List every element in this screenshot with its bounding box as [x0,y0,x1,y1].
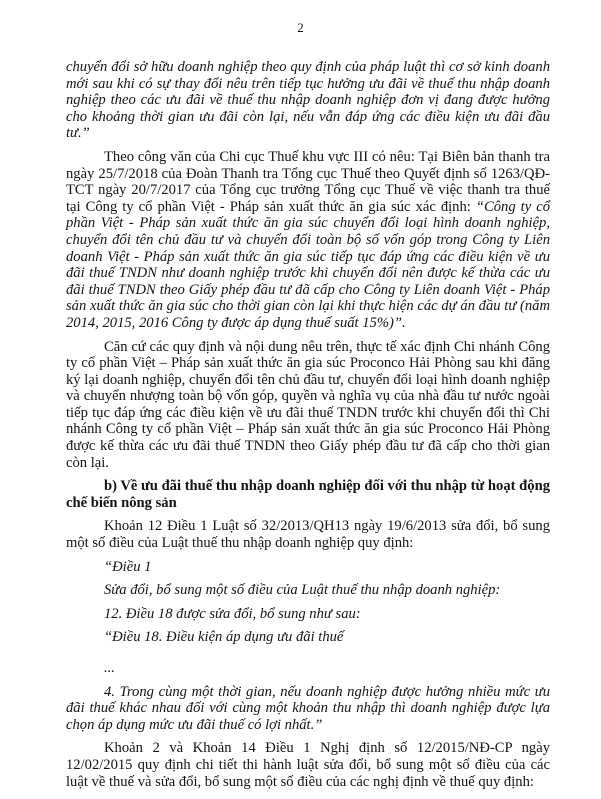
section-heading-b: b) Về ưu đãi thuế thu nhập doanh nghiệp đối với thu nhập từ hoạt động chế biến nông sản [66,478,550,511]
page-number: 2 [297,20,304,35]
quote-line-amendment: Sửa đổi, bổ sung một số điều của Luật thuế thu nhập doanh nghiệp: [104,582,501,599]
paragraph-conclusion: Căn cứ các quy định và nội dung nêu trên, thực tế xác định Chi nhánh Công ty cổ phần Việt – Pháp sản xuất thức ăn gia súc Proconco Hải Phòng sau khi đăng ký lại doanh nghiệp, chuyển đổi tên chủ đầu tư, chuyển đổi loại hình doanh nghiệp và chuyển nhượng toàn bộ vốn góp, quyền và nghĩa vụ của nhà đầu tư nước ngoài tiếp tục đáp ứng các điều kiện về ưu đãi thuế TNDN trước khi chuyển đổi thì Chi nhánh Công ty cổ phần Việt – Pháp sản xuất thức ăn gia súc Proconco Hải Phòng được kế thừa các ưu đãi thuế TNDN theo Giấy phép đầu tư đã cấp cho thời gian còn lại. [66,338,550,471]
quote-line-article-18-title: “Điều 18. Điều kiện áp dụng ưu đãi thuế [104,629,344,646]
document-body [66,59,550,790]
paragraph-inspection-finding [66,149,550,332]
paragraph-lead-text: Theo công văn của Chi cục Thuế khu vực III có nêu: Tại Biên bản thanh tra ngày 25/7/2018 của Đoàn Thanh tra Tổng cục Thuế theo Quyết định số 1263/QĐ-TCT ngày 20/7/2017 của Tổng cục trưởng Tổng cục Thuế về việc thanh tra thuế tại Công ty cổ phần Việt - Pháp sản xuất thức ăn gia súc xác định: [66,148,550,215]
quote-line-ellipsis: ... [104,660,115,676]
paragraph-law-reference: Khoản 12 Điều 1 Luật số 32/2013/QH13 ngày 19/6/2013 sửa đổi, bổ sung một số điều của Luật thuế thu nhập doanh nghiệp quy định: [66,518,550,552]
paragraph-decree-reference: Khoản 2 và Khoản 14 Điều 1 Nghị định số 12/2015/NĐ-CP ngày 12/02/2015 quy định chi tiết thi hành luật sửa đổi, bổ sung một số điều của các luật về thuế và sửa đổi, bổ sung một số điều của các nghị định về thuế quy định: [66,740,550,790]
paragraph-quote-text: “Công ty cổ phần Việt - Pháp sản xuất thức ăn gia súc chuyển đổi loại hình doanh nghiệp, chuyển đổi tên chủ đầu tư và chuyển đổi toàn bộ số vốn góp trong Công ty Liên doanh Việt - Pháp sản xuất thức ăn gia súc tiếp tục đáp ứng các điều kiện về ưu đãi thuế TNDN như doanh nghiệp trước khi chuyển đổi nên được kế thừa các ưu đãi thuế TNDN theo Giấy phép đầu tư đã cấp cho Công ty Liên doanh Việt - Pháp sản xuất thức ăn gia súc cho thời gian còn lại khi thực hiện các dự án đầu tư (năm 2014, 2015, 2016 Công ty được áp dụng thuế suất 15%)”. [66,198,550,331]
quote-clause-4: 4. Trong cùng một thời gian, nếu doanh nghiệp được hưởng nhiều mức ưu đãi thuế khác nhau đối với cùng một khoản thu nhập thì doanh nghiệp được lựa chọn áp dụng mức ưu đãi thuế có lợi nhất.” [66,683,550,733]
quote-line-article-1: “Điều 1 [104,558,152,575]
quote-line-article-18-amended: 12. Điều 18 được sửa đổi, bổ sung như sau: [104,605,361,622]
quoted-paragraph-continuation: chuyển đổi sở hữu doanh nghiệp theo quy định của pháp luật thì cơ sở kinh doanh mới sau khi có sự thay đổi nêu trên tiếp tục hưởng ưu đãi về thuế thu nhập doanh nghiệp theo các ưu đãi về thuế thu nhập doanh nghiệp đơn vị đang được hưởng cho khoảng thời gian ưu đãi còn lại, nếu vẫn đáp ứng các điều kiện ưu đãi đầu tư.” [66,59,550,142]
